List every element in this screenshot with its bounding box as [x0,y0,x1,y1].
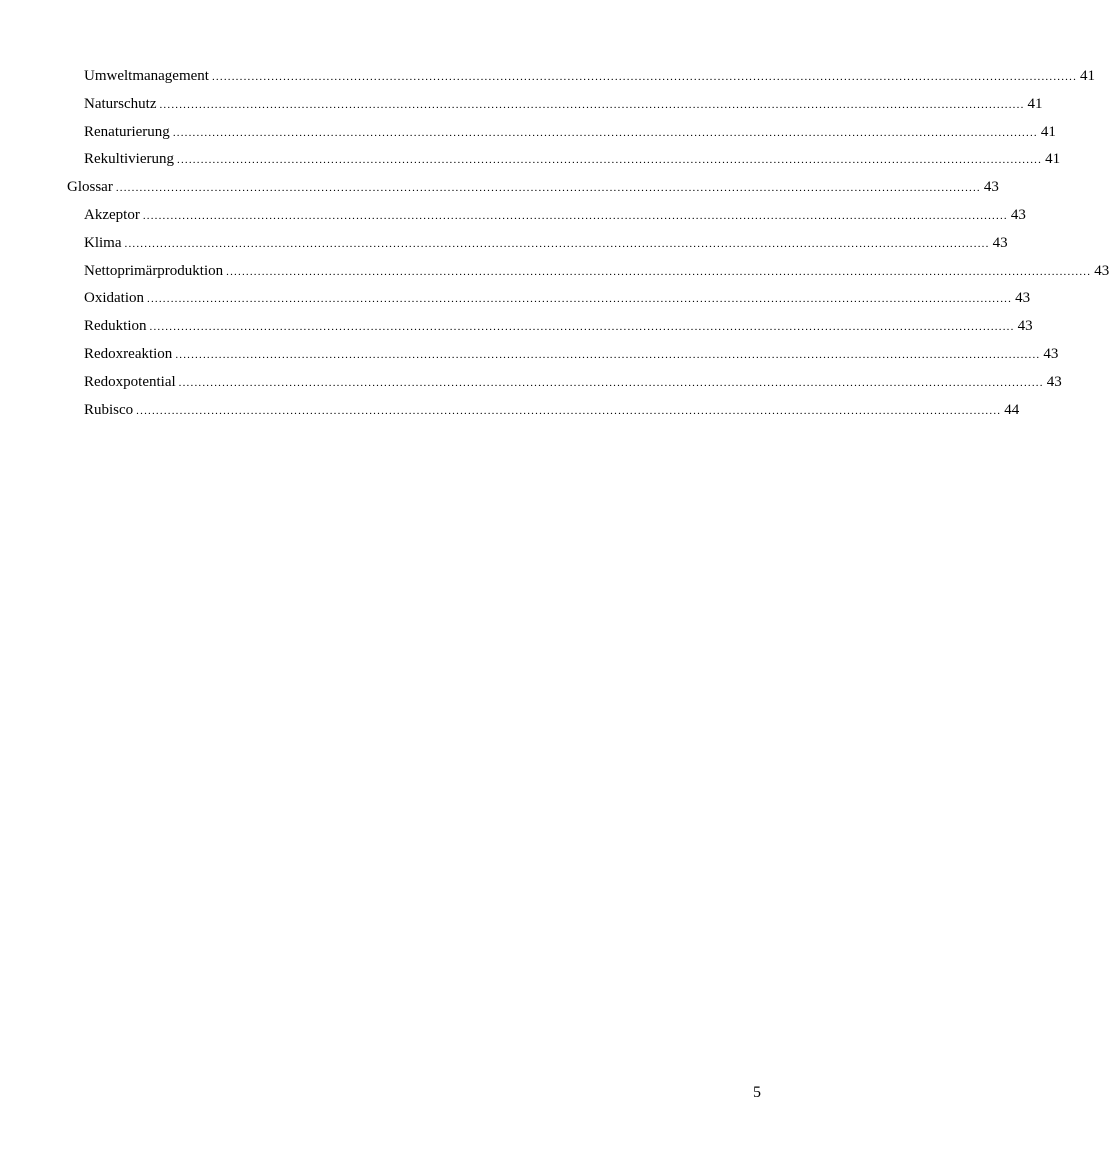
toc-entry-title[interactable]: Reduktion [84,318,147,335]
toc-entry-title[interactable]: Rekultivierung [84,151,174,168]
toc-entry-page[interactable]: 41 [1080,68,1096,84]
toc-dot-leader: ........................................................................................................................................................................................................................... [142,209,1008,222]
toc-dot-leader: ........................................................................................................................................................................................................................... [226,265,1092,278]
toc-entry[interactable] [67,344,1059,372]
toc-entry[interactable] [67,288,1031,316]
toc-entry-page[interactable]: 43 [1015,290,1031,307]
toc-entry-page[interactable]: 41 [1045,151,1061,168]
toc-entry-title[interactable]: Klima [84,234,122,251]
toc-entry[interactable] [67,316,1033,344]
toc-entry-title[interactable]: Renaturierung [84,123,170,140]
toc-entry[interactable] [67,66,1096,94]
toc-entry-page[interactable]: 43 [992,234,1008,251]
toc-entry-title[interactable]: Naturschutz [84,95,157,112]
toc-entry-title[interactable]: Oxidation [84,290,144,307]
toc-entry[interactable] [67,177,999,205]
toc-entry-title[interactable]: Redoxreaktion [84,345,173,362]
toc-entry-page[interactable]: 43 [1010,206,1026,223]
toc-entry[interactable] [67,205,1026,233]
toc-dot-leader: ........................................................................................................................................................................................................................... [178,376,1044,389]
toc-entry-title[interactable]: Akzeptor [84,206,140,223]
toc-entry-title[interactable]: Umweltmanagement [84,68,209,84]
toc-dot-leader: ........................................................................................................................................................................................................................... [149,321,1015,334]
toc-entry[interactable] [67,94,1043,122]
toc-entry-title[interactable]: Redoxpotential [84,373,176,390]
toc-entry[interactable] [67,122,1056,150]
toc-entry[interactable] [67,233,1008,261]
toc-entry-page[interactable]: 41 [1027,95,1043,112]
toc-entry-title[interactable]: Glossar [67,179,113,196]
page-number: 5 [753,1084,761,1101]
toc-entry-title[interactable]: Nettoprimärproduktion [84,262,224,279]
toc-entry[interactable] [67,400,1020,428]
toc-dot-leader: ........................................................................................................................................................................................................................... [124,237,990,250]
toc-entry[interactable] [67,261,1109,289]
toc-entry-page[interactable]: 43 [983,179,999,196]
toc-entry-page[interactable]: 43 [1043,345,1059,362]
toc-entry-page[interactable]: 44 [1004,401,1020,418]
toc-dot-leader: ........................................................................................................................................................................................................................... [177,154,1043,167]
toc-entry-page[interactable]: 43 [1094,262,1109,279]
toc-dot-leader: ........................................................................................................................................................................................................................... [159,98,1025,111]
toc-entry-title[interactable]: Rubisco [84,401,134,418]
toc-dot-leader: ........................................................................................................................................................................................................................... [172,126,1038,139]
toc-dot-leader: ........................................................................................................................................................................................................................... [211,71,1078,83]
toc-entry-page[interactable]: 43 [1046,373,1062,390]
toc-entry[interactable] [67,149,1061,177]
toc-entry[interactable] [67,372,1062,400]
toc-entry-page[interactable]: 41 [1040,123,1056,140]
toc-entry-page[interactable]: 43 [1017,318,1033,335]
toc-dot-leader: ........................................................................................................................................................................................................................... [115,182,981,195]
toc-dot-leader: ........................................................................................................................................................................................................................... [175,348,1041,361]
table-of-contents [67,66,1109,427]
toc-dot-leader: ........................................................................................................................................................................................................................... [147,293,1013,306]
toc-dot-leader: ........................................................................................................................................................................................................................... [136,404,1002,417]
